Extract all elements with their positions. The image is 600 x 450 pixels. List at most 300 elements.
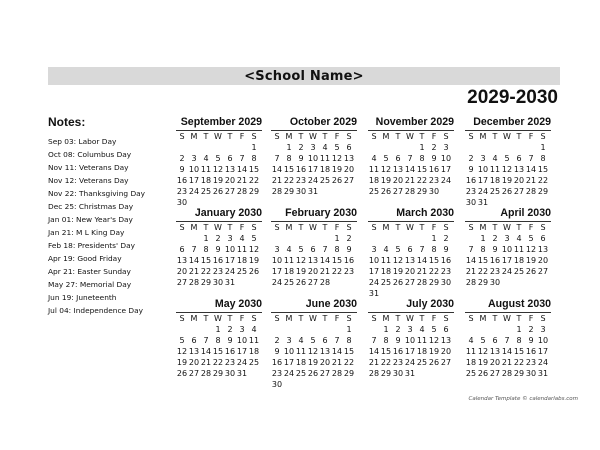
weekday-header: T bbox=[419, 314, 425, 323]
day-cell: 12 bbox=[525, 245, 537, 254]
day-cell: 5 bbox=[215, 154, 221, 163]
day-cell: 6 bbox=[346, 143, 352, 152]
day-cell: 25 bbox=[236, 267, 248, 276]
empty-day-cell bbox=[465, 233, 477, 244]
day-cell: 6 bbox=[443, 325, 449, 334]
school-name: <School Name> bbox=[244, 68, 364, 84]
empty-day-cell bbox=[307, 324, 319, 335]
day-cell: 10 bbox=[537, 336, 549, 345]
empty-day-cell bbox=[271, 142, 283, 153]
day-cell: 11 bbox=[319, 154, 331, 163]
day-cell: 26 bbox=[477, 369, 489, 378]
day-cell: 19 bbox=[477, 358, 489, 367]
day-cell: 14 bbox=[188, 256, 200, 265]
day-cell: 1 bbox=[251, 143, 257, 152]
day-cell: 4 bbox=[516, 234, 522, 243]
day-cell: 18 bbox=[295, 358, 307, 367]
day-cell: 15 bbox=[200, 256, 212, 265]
day-cell: 20 bbox=[404, 267, 416, 276]
day-cell: 18 bbox=[283, 267, 295, 276]
day-cell: 21 bbox=[331, 358, 343, 367]
day-cell: 9 bbox=[274, 347, 280, 356]
weekday-header: S bbox=[251, 314, 257, 323]
day-cell: 20 bbox=[343, 165, 355, 174]
day-cell: 17 bbox=[283, 358, 295, 367]
weekday-header: F bbox=[334, 223, 340, 232]
day-cell: 28 bbox=[465, 278, 477, 287]
day-cell: 10 bbox=[501, 245, 513, 254]
day-cell: 27 bbox=[537, 267, 549, 276]
day-cell: 22 bbox=[380, 358, 392, 367]
day-cell: 21 bbox=[319, 267, 331, 276]
day-cell: 15 bbox=[212, 347, 224, 356]
notes-list bbox=[48, 135, 173, 317]
empty-day-cell bbox=[307, 233, 319, 244]
day-cell: 23 bbox=[224, 358, 236, 367]
empty-day-cell bbox=[368, 233, 380, 244]
empty-day-cell bbox=[188, 142, 200, 153]
day-cell: 28 bbox=[188, 278, 200, 287]
day-cell: 6 bbox=[492, 336, 498, 345]
day-cell: 18 bbox=[236, 256, 248, 265]
day-cell: 6 bbox=[516, 154, 522, 163]
day-cell: 29 bbox=[200, 278, 212, 287]
weekday-header: F bbox=[431, 314, 437, 323]
day-cell: 18 bbox=[200, 176, 212, 185]
day-cell: 3 bbox=[191, 154, 197, 163]
month-calendar bbox=[271, 207, 357, 288]
day-cell: 25 bbox=[368, 187, 380, 196]
day-cell: 15 bbox=[283, 165, 295, 174]
day-cell: 20 bbox=[489, 358, 501, 367]
day-cell: 10 bbox=[404, 336, 416, 345]
month-calendar bbox=[271, 298, 357, 390]
weekday-header: T bbox=[492, 223, 498, 232]
day-cell: 3 bbox=[286, 336, 292, 345]
month-title: September 2029 bbox=[180, 116, 262, 128]
day-cell: 29 bbox=[477, 278, 489, 287]
day-cell: 26 bbox=[295, 278, 307, 287]
day-cell: 17 bbox=[307, 165, 319, 174]
day-cell: 30 bbox=[212, 278, 224, 287]
month-day-grid bbox=[465, 222, 551, 288]
day-cell: 31 bbox=[368, 289, 380, 298]
month-calendar bbox=[465, 207, 551, 288]
empty-day-cell bbox=[176, 324, 188, 335]
month-title: May 2030 bbox=[214, 298, 262, 310]
day-cell: 18 bbox=[248, 347, 260, 356]
day-cell: 21 bbox=[501, 358, 513, 367]
day-cell: 20 bbox=[307, 267, 319, 276]
day-cell: 11 bbox=[283, 256, 295, 265]
day-cell: 25 bbox=[295, 369, 307, 378]
day-cell: 10 bbox=[271, 256, 283, 265]
empty-day-cell bbox=[295, 233, 307, 244]
day-cell: 7 bbox=[528, 154, 534, 163]
day-cell: 16 bbox=[465, 176, 477, 185]
day-cell: 29 bbox=[248, 187, 260, 196]
note-item: Nov 11: Veterans Day bbox=[48, 163, 129, 172]
day-cell: 4 bbox=[239, 234, 245, 243]
weekday-header: S bbox=[346, 223, 352, 232]
day-cell: 20 bbox=[392, 176, 404, 185]
day-cell: 25 bbox=[200, 187, 212, 196]
month-title: March 2030 bbox=[396, 207, 454, 219]
day-cell: 29 bbox=[343, 369, 355, 378]
day-cell: 1 bbox=[334, 234, 340, 243]
day-cell: 13 bbox=[224, 165, 236, 174]
day-cell: 19 bbox=[212, 176, 224, 185]
empty-day-cell bbox=[368, 142, 380, 153]
day-cell: 2 bbox=[468, 154, 474, 163]
weekday-header: T bbox=[227, 223, 233, 232]
day-cell: 19 bbox=[295, 267, 307, 276]
month-day-grid bbox=[368, 222, 454, 299]
weekday-header: S bbox=[468, 132, 474, 141]
weekday-header: S bbox=[540, 132, 546, 141]
weekday-header: T bbox=[322, 132, 328, 141]
day-cell: 5 bbox=[298, 245, 304, 254]
day-cell: 28 bbox=[368, 369, 380, 378]
day-cell: 4 bbox=[468, 336, 474, 345]
empty-day-cell bbox=[176, 233, 188, 244]
day-cell: 20 bbox=[537, 256, 549, 265]
day-cell: 10 bbox=[368, 256, 380, 265]
day-cell: 22 bbox=[248, 176, 260, 185]
month-calendar bbox=[368, 298, 454, 379]
empty-day-cell bbox=[392, 142, 404, 153]
month-day-grid bbox=[271, 222, 357, 288]
day-cell: 3 bbox=[310, 143, 316, 152]
empty-day-cell bbox=[224, 142, 236, 153]
day-cell: 26 bbox=[212, 187, 224, 196]
month-title: January 2030 bbox=[194, 207, 262, 219]
day-cell: 12 bbox=[380, 165, 392, 174]
day-cell: 7 bbox=[504, 336, 510, 345]
day-cell: 3 bbox=[227, 234, 233, 243]
day-cell: 11 bbox=[489, 165, 501, 174]
day-cell: 1 bbox=[286, 143, 292, 152]
weekday-header: S bbox=[346, 314, 352, 323]
day-cell: 18 bbox=[416, 347, 428, 356]
day-cell: 9 bbox=[443, 245, 449, 254]
month-day-grid bbox=[465, 313, 551, 379]
day-cell: 4 bbox=[492, 154, 498, 163]
day-cell: 26 bbox=[501, 187, 513, 196]
day-cell: 9 bbox=[431, 154, 437, 163]
day-cell: 30 bbox=[295, 187, 307, 196]
note-item: Jun 19: Juneteenth bbox=[48, 293, 117, 302]
day-cell: 11 bbox=[416, 336, 428, 345]
day-cell: 3 bbox=[443, 143, 449, 152]
empty-day-cell bbox=[331, 324, 343, 335]
weekday-header: S bbox=[346, 132, 352, 141]
weekday-header: W bbox=[214, 132, 222, 141]
day-cell: 27 bbox=[176, 278, 188, 287]
day-cell: 24 bbox=[224, 267, 236, 276]
day-cell: 31 bbox=[307, 187, 319, 196]
month-day-grid bbox=[176, 222, 262, 288]
day-cell: 23 bbox=[525, 358, 537, 367]
day-cell: 26 bbox=[307, 369, 319, 378]
notes-title: Notes: bbox=[48, 115, 86, 129]
weekday-header: T bbox=[322, 223, 328, 232]
day-cell: 20 bbox=[176, 267, 188, 276]
day-cell: 21 bbox=[236, 176, 248, 185]
day-cell: 7 bbox=[191, 245, 197, 254]
day-cell: 10 bbox=[283, 347, 295, 356]
weekday-header: S bbox=[179, 314, 185, 323]
day-cell: 22 bbox=[428, 267, 440, 276]
day-cell: 11 bbox=[513, 245, 525, 254]
day-cell: 17 bbox=[236, 347, 248, 356]
day-cell: 8 bbox=[383, 336, 389, 345]
weekday-header: W bbox=[309, 314, 317, 323]
day-cell: 13 bbox=[537, 245, 549, 254]
month-calendar bbox=[271, 116, 357, 197]
weekday-header: M bbox=[285, 132, 293, 141]
note-item: Sep 03: Labor Day bbox=[48, 137, 117, 146]
day-cell: 16 bbox=[212, 256, 224, 265]
day-cell: 1 bbox=[480, 234, 486, 243]
day-cell: 29 bbox=[428, 278, 440, 287]
day-cell: 21 bbox=[465, 267, 477, 276]
day-cell: 31 bbox=[404, 369, 416, 378]
empty-day-cell bbox=[489, 142, 501, 153]
day-cell: 3 bbox=[540, 325, 546, 334]
day-cell: 28 bbox=[319, 278, 331, 287]
day-cell: 24 bbox=[440, 176, 452, 185]
day-cell: 7 bbox=[371, 336, 377, 345]
note-item: Jan 21: M L King Day bbox=[48, 228, 125, 237]
day-cell: 24 bbox=[368, 278, 380, 287]
day-cell: 24 bbox=[477, 187, 489, 196]
day-cell: 15 bbox=[477, 256, 489, 265]
day-cell: 1 bbox=[383, 325, 389, 334]
weekday-header: S bbox=[371, 223, 377, 232]
day-cell: 28 bbox=[416, 278, 428, 287]
day-cell: 22 bbox=[416, 176, 428, 185]
day-cell: 6 bbox=[322, 336, 328, 345]
weekday-header: M bbox=[190, 314, 198, 323]
weekday-header: T bbox=[492, 314, 498, 323]
day-cell: 20 bbox=[319, 358, 331, 367]
weekday-header: S bbox=[274, 132, 280, 141]
day-cell: 20 bbox=[188, 358, 200, 367]
day-cell: 4 bbox=[322, 143, 328, 152]
day-cell: 17 bbox=[271, 267, 283, 276]
empty-day-cell bbox=[283, 233, 295, 244]
day-cell: 12 bbox=[331, 154, 343, 163]
weekday-header: S bbox=[274, 314, 280, 323]
weekday-header: T bbox=[298, 132, 304, 141]
weekday-header: F bbox=[431, 223, 437, 232]
day-cell: 27 bbox=[392, 187, 404, 196]
day-cell: 4 bbox=[383, 245, 389, 254]
day-cell: 19 bbox=[380, 176, 392, 185]
day-cell: 9 bbox=[528, 336, 534, 345]
weekday-header: F bbox=[431, 132, 437, 141]
day-cell: 3 bbox=[504, 234, 510, 243]
day-cell: 5 bbox=[528, 234, 534, 243]
day-cell: 30 bbox=[428, 187, 440, 196]
day-cell: 1 bbox=[346, 325, 352, 334]
day-cell: 8 bbox=[431, 245, 437, 254]
day-cell: 13 bbox=[513, 165, 525, 174]
day-cell: 8 bbox=[480, 245, 486, 254]
day-cell: 5 bbox=[383, 154, 389, 163]
empty-day-cell bbox=[380, 233, 392, 244]
day-cell: 3 bbox=[371, 245, 377, 254]
month-calendar bbox=[176, 207, 262, 288]
day-cell: 21 bbox=[271, 176, 283, 185]
month-title: August 2030 bbox=[488, 298, 551, 310]
day-cell: 17 bbox=[537, 347, 549, 356]
day-cell: 12 bbox=[307, 347, 319, 356]
weekday-header: M bbox=[479, 314, 487, 323]
day-cell: 17 bbox=[477, 176, 489, 185]
day-cell: 27 bbox=[343, 176, 355, 185]
day-cell: 13 bbox=[343, 154, 355, 163]
day-cell: 22 bbox=[212, 358, 224, 367]
day-cell: 15 bbox=[343, 347, 355, 356]
note-item: May 27: Memorial Day bbox=[48, 280, 132, 289]
weekday-header: M bbox=[479, 132, 487, 141]
empty-day-cell bbox=[525, 142, 537, 153]
weekday-header: M bbox=[382, 132, 390, 141]
weekday-header: T bbox=[322, 314, 328, 323]
day-cell: 31 bbox=[477, 198, 489, 207]
weekday-header: W bbox=[214, 223, 222, 232]
day-cell: 31 bbox=[224, 278, 236, 287]
day-cell: 5 bbox=[431, 325, 437, 334]
day-cell: 25 bbox=[416, 358, 428, 367]
day-cell: 14 bbox=[236, 165, 248, 174]
day-cell: 13 bbox=[440, 336, 452, 345]
month-day-grid bbox=[368, 313, 454, 379]
weekday-header: T bbox=[395, 132, 401, 141]
empty-day-cell bbox=[465, 324, 477, 335]
month-calendar bbox=[465, 116, 551, 208]
day-cell: 19 bbox=[392, 267, 404, 276]
day-cell: 14 bbox=[465, 256, 477, 265]
day-cell: 23 bbox=[295, 176, 307, 185]
day-cell: 2 bbox=[443, 234, 449, 243]
day-cell: 6 bbox=[540, 234, 546, 243]
day-cell: 16 bbox=[343, 256, 355, 265]
weekday-header: S bbox=[371, 132, 377, 141]
day-cell: 15 bbox=[428, 256, 440, 265]
day-cell: 12 bbox=[176, 347, 188, 356]
day-cell: 22 bbox=[331, 267, 343, 276]
weekday-header: M bbox=[382, 314, 390, 323]
month-calendar bbox=[176, 116, 262, 208]
day-cell: 2 bbox=[215, 234, 221, 243]
day-cell: 9 bbox=[492, 245, 498, 254]
month-title: February 2030 bbox=[285, 207, 357, 219]
day-cell: 19 bbox=[248, 256, 260, 265]
weekday-header: M bbox=[285, 223, 293, 232]
day-cell: 10 bbox=[188, 165, 200, 174]
day-cell: 18 bbox=[489, 176, 501, 185]
day-cell: 2 bbox=[492, 234, 498, 243]
month-title: July 2030 bbox=[406, 298, 454, 310]
day-cell: 2 bbox=[227, 325, 233, 334]
day-cell: 21 bbox=[188, 267, 200, 276]
day-cell: 2 bbox=[274, 336, 280, 345]
weekday-header: W bbox=[503, 223, 511, 232]
day-cell: 3 bbox=[480, 154, 486, 163]
weekday-header: T bbox=[395, 223, 401, 232]
day-cell: 12 bbox=[392, 256, 404, 265]
day-cell: 6 bbox=[395, 154, 401, 163]
note-item: Nov 12: Veterans Day bbox=[48, 176, 129, 185]
day-cell: 24 bbox=[188, 187, 200, 196]
day-cell: 14 bbox=[501, 347, 513, 356]
empty-day-cell bbox=[176, 142, 188, 153]
day-cell: 7 bbox=[322, 245, 328, 254]
day-cell: 3 bbox=[274, 245, 280, 254]
day-cell: 30 bbox=[392, 369, 404, 378]
day-cell: 7 bbox=[407, 154, 413, 163]
weekday-header: M bbox=[382, 223, 390, 232]
day-cell: 12 bbox=[248, 245, 260, 254]
day-cell: 8 bbox=[540, 154, 546, 163]
day-cell: 28 bbox=[525, 187, 537, 196]
day-cell: 26 bbox=[525, 267, 537, 276]
day-cell: 21 bbox=[200, 358, 212, 367]
day-cell: 13 bbox=[392, 165, 404, 174]
weekday-header: W bbox=[406, 314, 414, 323]
empty-day-cell bbox=[404, 233, 416, 244]
day-cell: 15 bbox=[248, 165, 260, 174]
weekday-header: F bbox=[528, 223, 534, 232]
day-cell: 2 bbox=[298, 143, 304, 152]
day-cell: 18 bbox=[513, 256, 525, 265]
weekday-header: F bbox=[239, 314, 245, 323]
day-cell: 29 bbox=[212, 369, 224, 378]
month-day-grid bbox=[271, 313, 357, 390]
day-cell: 7 bbox=[239, 154, 245, 163]
weekday-header: T bbox=[227, 314, 233, 323]
weekday-header: T bbox=[492, 132, 498, 141]
day-cell: 11 bbox=[465, 347, 477, 356]
day-cell: 5 bbox=[395, 245, 401, 254]
day-cell: 7 bbox=[468, 245, 474, 254]
weekday-header: T bbox=[203, 223, 209, 232]
day-cell: 23 bbox=[440, 267, 452, 276]
empty-day-cell bbox=[271, 324, 283, 335]
weekday-header: W bbox=[406, 132, 414, 141]
empty-day-cell bbox=[188, 324, 200, 335]
day-cell: 5 bbox=[179, 336, 185, 345]
day-cell: 27 bbox=[224, 187, 236, 196]
day-cell: 14 bbox=[416, 256, 428, 265]
day-cell: 16 bbox=[525, 347, 537, 356]
day-cell: 9 bbox=[227, 336, 233, 345]
day-cell: 19 bbox=[501, 176, 513, 185]
day-cell: 9 bbox=[179, 165, 185, 174]
note-item: Oct 08: Columbus Day bbox=[48, 150, 132, 159]
note-item: Jan 01: New Year's Day bbox=[48, 215, 133, 224]
note-item: Apr 19: Good Friday bbox=[48, 254, 122, 263]
weekday-header: S bbox=[274, 223, 280, 232]
day-cell: 25 bbox=[319, 176, 331, 185]
day-cell: 7 bbox=[203, 336, 209, 345]
weekday-header: F bbox=[239, 223, 245, 232]
day-cell: 16 bbox=[176, 176, 188, 185]
month-calendar bbox=[176, 298, 262, 379]
